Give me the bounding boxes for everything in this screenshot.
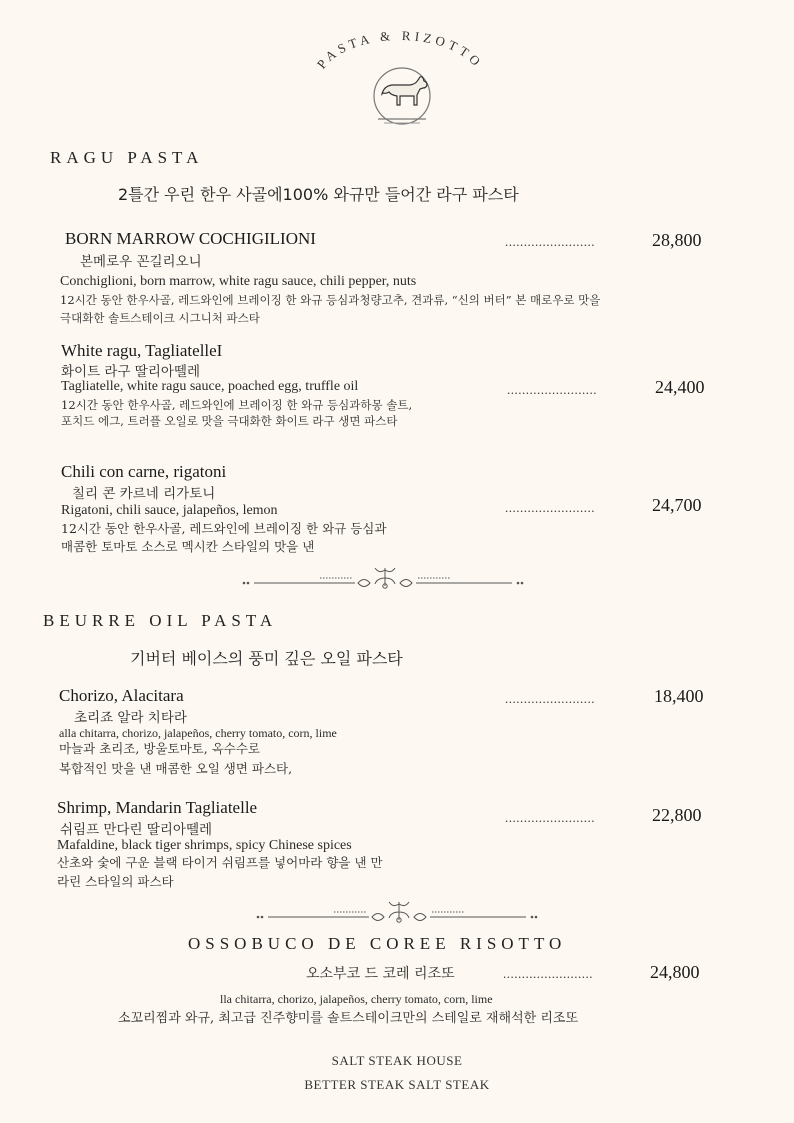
menu-item-name: Chorizo, Alacitara <box>59 686 184 705</box>
ornament-divider <box>240 562 530 594</box>
menu-item-name-kr: 오소부코 드 코레 리조또 <box>306 966 455 982</box>
menu-item-name-kr: 초리죠 알라 치타라 <box>74 710 187 726</box>
menu-item-price: 24,800 <box>650 962 700 982</box>
menu-item-description-kr: 극대화한 솔트스테이크 시그니처 파스타 <box>60 311 260 325</box>
restaurant-logo <box>300 22 500 132</box>
price-leader-dots: ........................ <box>505 810 595 825</box>
menu-item-name-kr: 화이트 라구 딸리아뗄레 <box>61 364 200 380</box>
menu-item-description: Mafaldine, black tiger shrimps, spicy Chinese spices <box>57 838 352 853</box>
menu-item-name-kr: 본메로우 꼰길리오니 <box>80 254 202 270</box>
menu-item-price: 22,800 <box>652 805 702 825</box>
menu-item-description: Tagliatelle, white ragu sauce, poached egg, truffle oil <box>61 379 359 394</box>
price-leader-dots: ........................ <box>505 500 595 515</box>
menu-item-description-kr: 포치드 에그, 트러플 오일로 맛을 극대화한 화이트 라구 생면 파스타 <box>61 414 398 428</box>
footer-restaurant-name: SALT STEAK HOUSE <box>331 1053 463 1068</box>
menu-item-description-kr: 소꼬리찜과 와규, 최고급 진주향미를 솔트스테이크만의 스테일로 재해석한 리조또 <box>118 1011 579 1026</box>
section-title-ragu: RAGU PASTA <box>50 148 204 167</box>
menu-item-name: Chili con carne, rigatoni <box>61 462 227 481</box>
menu-item-price: 24,700 <box>652 495 702 515</box>
price-leader-dots: ........................ <box>505 234 595 249</box>
footer-tagline: BETTER STEAK SALT STEAK <box>304 1077 490 1092</box>
menu-item-name: BORN MARROW COCHIGILIONI <box>65 229 316 248</box>
menu-item-description-kr: 12시간 동안 한우사골, 레드와인에 브레이징 한 와규 등심과하몽 솔트, <box>61 398 413 412</box>
menu-item-name-kr: 칠리 콘 카르네 리가토니 <box>72 486 216 502</box>
menu-item-description-kr: 12시간 동안 한우사골, 레드와인에 브레이징 한 와규 등심과청량고추, 견과류, “신의 버터” 본 매로우로 맛을 <box>60 293 601 307</box>
ornament-divider <box>254 896 544 928</box>
menu-item-price: 28,800 <box>652 230 702 250</box>
menu-item-price: 18,400 <box>654 686 704 706</box>
menu-item-name: White ragu, TagliatelleI <box>61 341 223 360</box>
menu-item-description: Conchiglioni, born marrow, white ragu sauce, chili pepper, nuts <box>60 274 417 289</box>
section-title-ossobuco: OSSOBUCO DE COREE RISOTTO <box>188 934 567 953</box>
section-subtitle-beurre: 기버터 베이스의 풍미 깊은 오일 파스타 <box>130 649 403 668</box>
menu-item-description-kr: 복합적인 맛을 낸 매콤한 오일 생면 파스타, <box>59 761 293 776</box>
cow-icon <box>374 68 430 124</box>
logo-arc-text: PASTA & RIZOTTO <box>313 27 487 72</box>
price-leader-dots: ........................ <box>505 691 595 706</box>
menu-item-description: Rigatoni, chili sauce, jalapeños, lemon <box>61 503 278 518</box>
menu-item-description: lla chitarra, chorizo, jalapeños, cherry tomato, corn, lime <box>220 992 493 1006</box>
menu-item-description-kr: 산초와 숯에 구운 블랙 타이거 쉬림프를 넣어마라 향을 낸 만 <box>57 855 383 870</box>
section-title-beurre: BEURRE OIL PASTA <box>43 611 278 630</box>
section-subtitle-ragu: 2틀간 우린 한우 사골에100% 와규만 들어간 라구 파스타 <box>118 185 519 204</box>
menu-item-description-kr: 매콤한 토마토 소스로 멕시칸 스타일의 맛을 낸 <box>61 539 315 554</box>
menu-item-description-kr: 12시간 동안 한우사골, 레드와인에 브레이징 한 와규 등심과 <box>61 521 387 536</box>
price-leader-dots: ........................ <box>503 966 593 981</box>
menu-item-price: 24,400 <box>655 377 705 397</box>
menu-item-description: alla chitarra, chorizo, jalapeños, cherry tomato, corn, lime <box>59 726 337 740</box>
menu-item-name-kr: 쉬림프 만다린 딸리아뗄레 <box>60 822 213 838</box>
menu-item-description-kr: 마늘과 초리조, 방울토마토, 옥수수로 <box>59 741 260 756</box>
price-leader-dots: ........................ <box>507 382 597 397</box>
menu-item-name: Shrimp, Mandarin Tagliatelle <box>57 798 258 817</box>
menu-item-description-kr: 라린 스타일의 파스타 <box>57 874 174 889</box>
